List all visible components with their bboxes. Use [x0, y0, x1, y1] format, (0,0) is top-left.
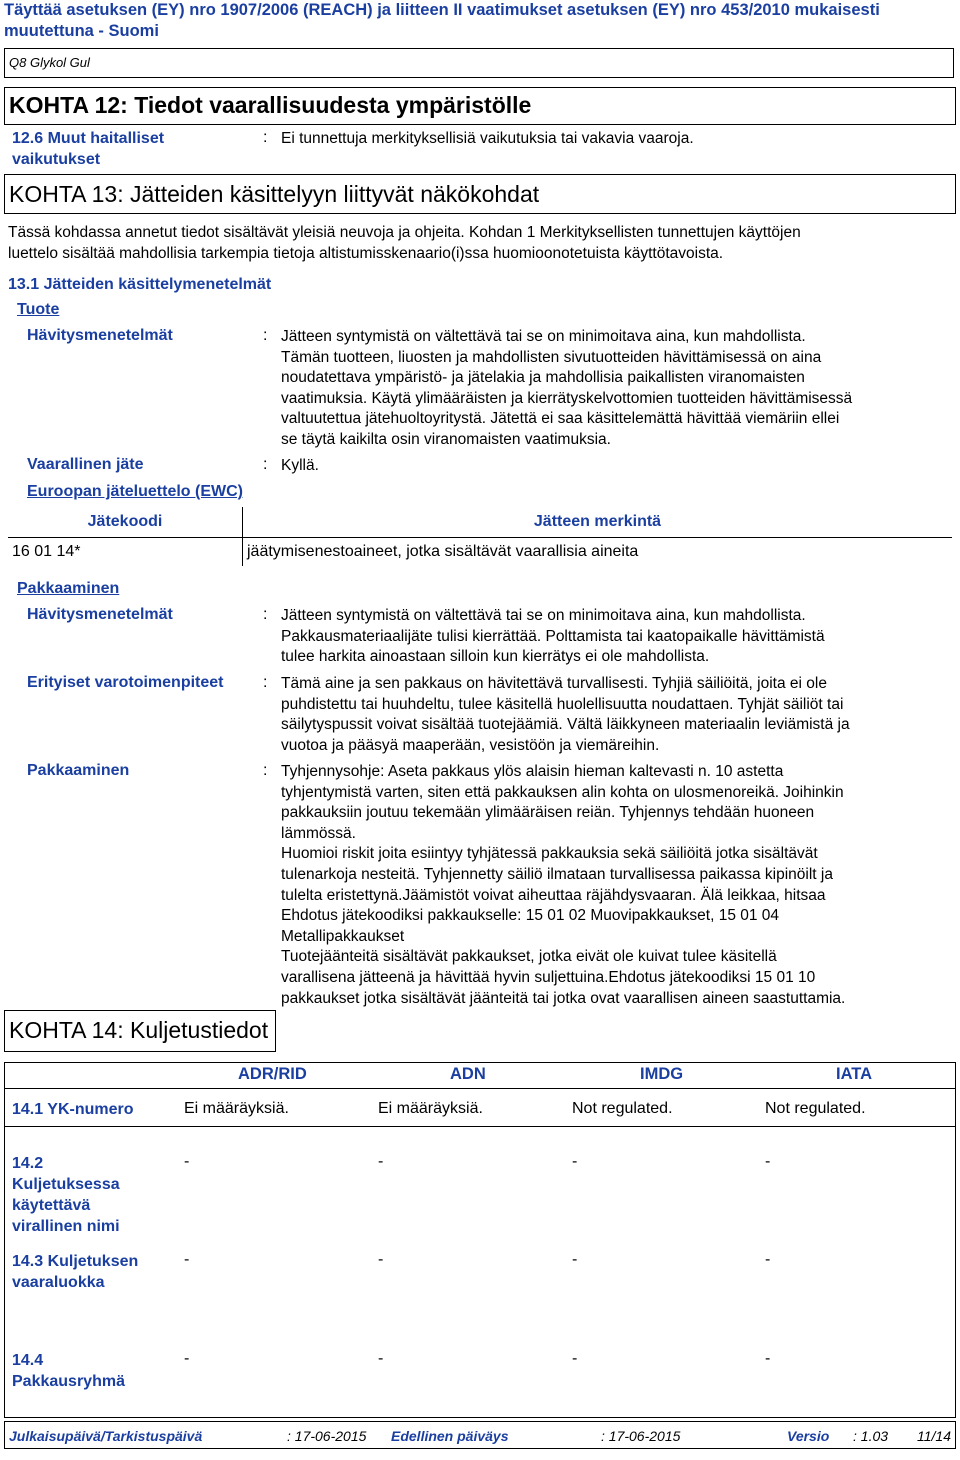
product-heading: Tuote — [17, 301, 60, 318]
row-14-2-iata: - — [765, 1153, 771, 1170]
issue-date-label: Julkaisupäivä/Tarkistuspäivä — [9, 1428, 203, 1444]
row-14-1-label: 14.1 YK-numero — [12, 1101, 134, 1118]
document-header-title: Täyttää asetuksen (EY) nro 1907/2006 (REACH) ja liitteen II vaatimukset asetuksen (EY) nro 453/2010 mukaisesti muutettuna - Suomi — [4, 1, 880, 40]
product-name-box — [4, 48, 954, 78]
ewc-table — [8, 507, 952, 566]
row-14-1-adr: Ei määräyksiä. — [184, 1100, 289, 1117]
colon: : — [263, 674, 268, 691]
row-14-3-adn: - — [378, 1251, 384, 1268]
pack-disposal-label: Hävitysmenetelmät — [27, 606, 173, 623]
section-12-6-label: 12.6 Muut haitalliset vaikutukset — [12, 130, 165, 168]
previous-date-value: : 17-06-2015 — [601, 1428, 681, 1444]
product-disposal-value: Jätteen syntymistä on vältettävä tai se on minimoitava aina, kun mahdollista. Tämän tuotteen, liuosten ja mahdollisten sivutuotteiden hävittämisessä on aina noudatettava ympäristö- ja jätelakia ja mahdollisia paikallisten viranomaisten vaatimuksia. Käytä ylimääräisten ja kierrätyskelvottomien tuotteiden hävittämisessä valtuutettua jätehuoltoyritystä. Jätettä ei saa käsittelemättä hävittää viemäriin ellei se täytä kaikilta osin viranomaisten vaatimuksia. — [281, 328, 853, 448]
transport-col-imdg: IMDG — [640, 1065, 684, 1083]
section-13-header — [4, 174, 956, 214]
ewc-col-description: Jätteen merkintä — [243, 507, 953, 538]
section-13-title: KOHTA 13: Jätteiden käsittelyyn liittyvät näkökohdat — [9, 181, 540, 207]
product-name: Q8 Glykol Gul — [9, 55, 90, 70]
hazardous-waste-value: Kyllä. — [281, 457, 319, 474]
row-14-2-adn: - — [378, 1153, 384, 1170]
hazardous-waste-label: Vaarallinen jäte — [27, 456, 144, 473]
version-label: Versio — [787, 1428, 830, 1444]
row-14-4-label: 14.4 Pakkausryhmä — [12, 1352, 125, 1390]
page-number: 11/14 — [917, 1428, 951, 1444]
transport-col-iata: IATA — [836, 1065, 873, 1083]
row-14-1-iata: Not regulated. — [765, 1100, 866, 1117]
section-13-1-subheading: 13.1 Jätteiden käsittelymenetelmät — [8, 276, 272, 293]
ewc-heading: Euroopan jäteluettelo (EWC) — [27, 483, 243, 500]
ewc-code: 16 01 14* — [8, 538, 243, 567]
packaging-label: Pakkaaminen — [27, 762, 130, 779]
table-row — [8, 538, 952, 567]
colon: : — [263, 762, 268, 779]
row-14-4-imdg: - — [572, 1350, 578, 1367]
section-12-6-colon: : — [263, 129, 268, 146]
section-12-6-value: Ei tunnettuja merkityksellisiä vaikutuksia tai vakavia vaaroja. — [281, 130, 694, 147]
transport-col-adr: ADR/RID — [238, 1065, 307, 1083]
row-14-4-iata: - — [765, 1350, 771, 1367]
section-14-title: KOHTA 14: Kuljetustiedot — [9, 1017, 269, 1043]
pack-disposal-value: Jätteen syntymistä on vältettävä tai se on minimoitava aina, kun mahdollista. Pakkausmateriaalijäte tulisi kierrättää. Polttamista tai kaatopaikalle hävittämistä tulee harkita ainoastaan silloin kun kierrätys ei ole mahdollista. — [281, 607, 825, 666]
packaging-heading: Pakkaaminen — [17, 580, 120, 597]
colon: : — [263, 606, 268, 623]
row-14-1-imdg: Not regulated. — [572, 1100, 673, 1117]
divider — [4, 1088, 956, 1089]
colon: : — [263, 456, 268, 473]
product-disposal-label: Hävitysmenetelmät — [27, 327, 173, 344]
row-14-4-adn: - — [378, 1350, 384, 1367]
colon: : — [263, 327, 268, 344]
row-14-2-imdg: - — [572, 1153, 578, 1170]
ewc-col-code: Jätekoodi — [8, 507, 243, 538]
row-14-3-imdg: - — [572, 1251, 578, 1268]
ewc-description: jäätymisenestoaineet, jotka sisältävät vaarallisia aineita — [243, 538, 953, 567]
section-14-header — [4, 1010, 276, 1052]
row-14-3-iata: - — [765, 1251, 771, 1268]
row-14-1-adn: Ei määräyksiä. — [378, 1100, 483, 1117]
issue-date-value: : 17-06-2015 — [287, 1428, 367, 1444]
precautions-value: Tämä aine ja sen pakkaus on hävitettävä turvallisesti. Tyhjiä säiliöitä, joita ei ole puhdistettu tai huuhdeltu, tulee käsitellä huolellisuutta noudattaen. Tyhjät säiliöt tai säilytyspussit voivat sisältää tuotejäämiä. Vältä läikkyneen materiaalin leviämistä ja vuotoa ja pääsyä maaperään, vesistöön ja viemäreihin. — [281, 675, 850, 754]
packaging-value: Tyhjennysohje: Aseta pakkaus ylös alaisin hieman kaltevasti n. 10 astetta tyhjentymistä varten, siten että pakkauksen alin kohta on ulosmenoreikä. Joihinkin pakkauksiin joutuu tekemään ylimääräisen reiän. Tyhjennys tehdään huoneen lämmössä. Huomioi riskit joita esiintyy tyhjätessä pakkauksia sekä säiliöitä jotka sisältävät tulenarkoja nesteitä. Tyhjennetty säiliö ilmataan turvallisessa paikassa kipinöilt ja tulelta eristettynä.Jäämistöt voivat aiheuttaa räjähdysvaaran. Älä leikkaa, hitsaa Ehdotus jätekoodiksi pakkaukselle: 15 01 02 Muovipakkaukset, 15 01 04 Metallipakkaukset Tuotejäänteitä sisältävät pakkaukset, jotka eivät ole kuivat tulee käsitellä varallisena jätteenä ja hävittää hyvin suljettuina.Ehdotus jätekoodiksi 15 01 10 pakkaukset jotka sisältävät jäänteitä tai jotka ovat vaarallisen aineen saastuttamia. — [281, 763, 846, 1007]
section-12-header — [4, 87, 956, 125]
previous-date-label: Edellinen päiväys — [391, 1428, 509, 1444]
row-14-4-adr: - — [184, 1350, 190, 1367]
section-13-intro: Tässä kohdassa annetut tiedot sisältävät yleisiä neuvoja ja ohjeita. Kohdan 1 Merkityksellisten tunnettujen käyttöjen luettelo sisältää mahdollisia tarkempia tietoja altistumisskenaario(i)ssa huomioonotetuista käyttötavoista. — [8, 224, 801, 262]
row-14-3-adr: - — [184, 1251, 190, 1268]
row-14-2-label: 14.2 Kuljetuksessa käytettävä virallinen nimi — [12, 1155, 120, 1235]
section-12-title: KOHTA 12: Tiedot vaarallisuudesta ympäristölle — [9, 92, 532, 118]
precautions-label: Erityiset varotoimenpiteet — [27, 674, 224, 691]
page-footer — [4, 1421, 956, 1449]
divider — [4, 1126, 956, 1127]
transport-col-adn: ADN — [450, 1065, 486, 1083]
version-value: : 1.03 — [853, 1428, 889, 1444]
row-14-3-label: 14.3 Kuljetuksen vaaraluokka — [12, 1253, 139, 1291]
row-14-2-adr: - — [184, 1153, 190, 1170]
